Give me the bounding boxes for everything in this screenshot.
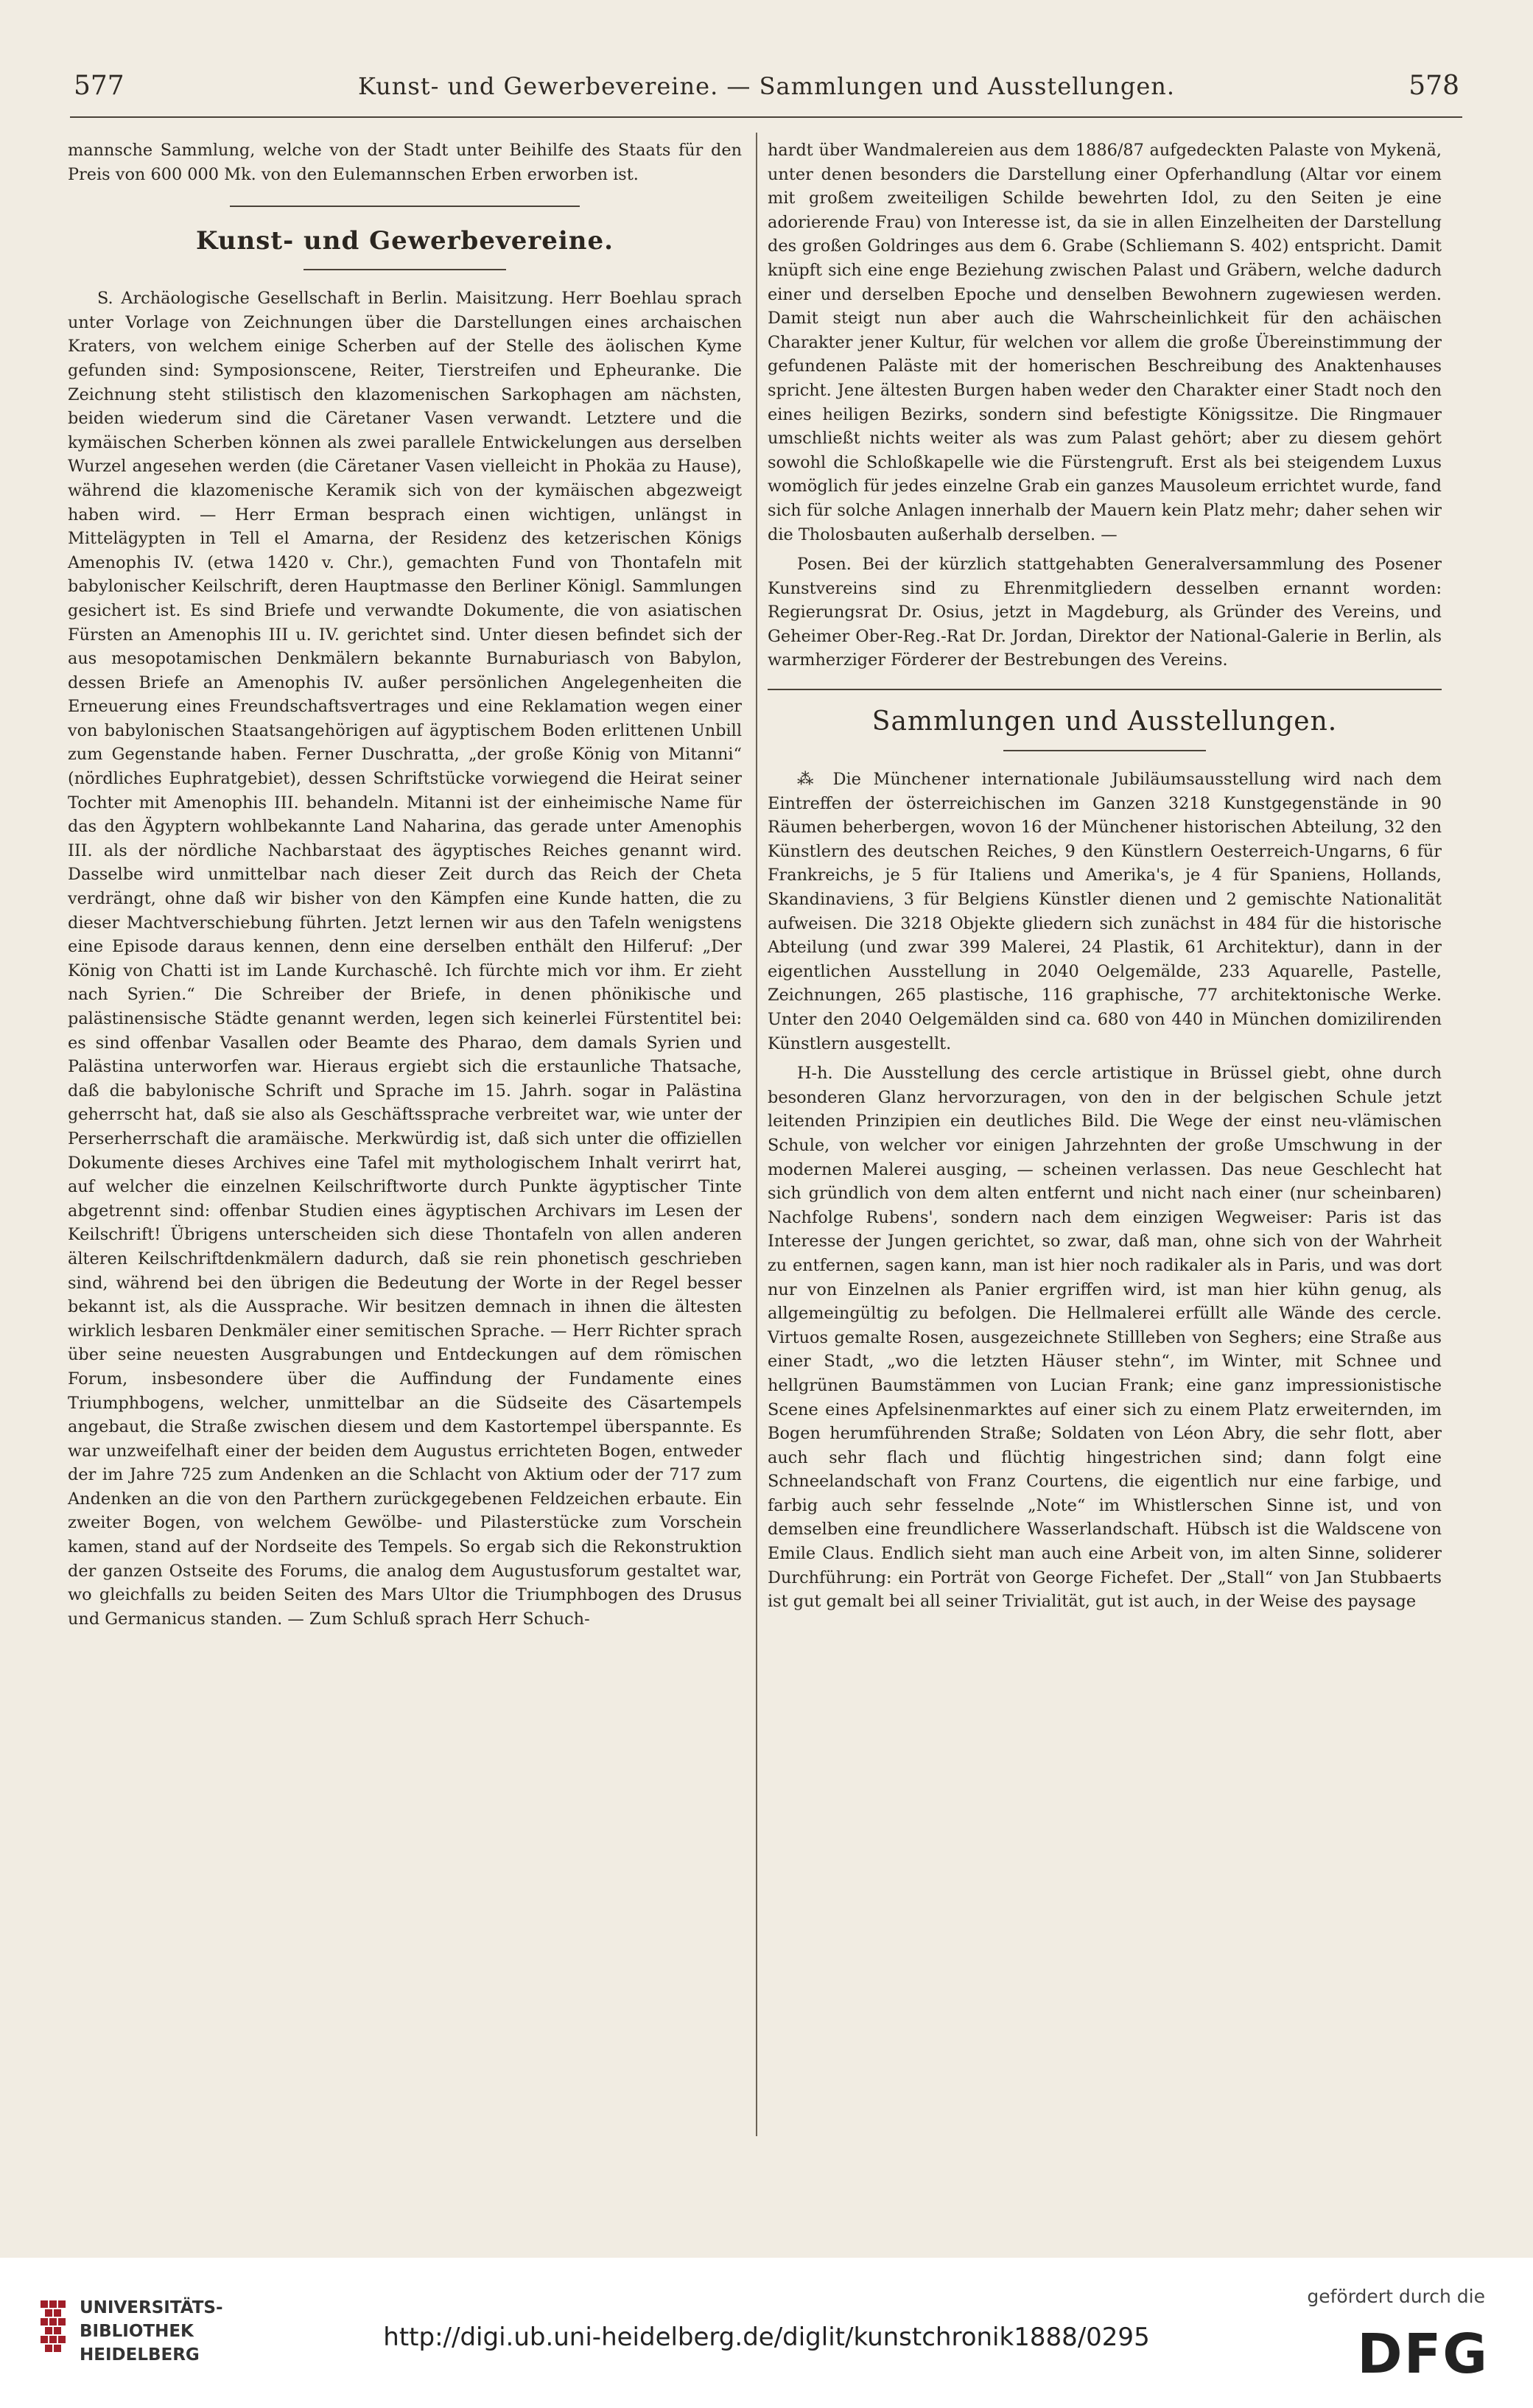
title-rule-right [1003, 750, 1206, 751]
funded-by-label: gefördert durch die [1307, 2286, 1485, 2307]
header-rule [70, 116, 1462, 118]
paragraph-archaeological-society: S. Archäologische Gesellschaft in Berlin. Maisitzung. Herr Boehlau sprach unter Vorlage von Zeichnungen über die Darstellungen eines archaischen Kraters, von welchem einige Scherben auf der Stelle des äolischen Kyme gefunden sind: Symposionscene, Reiter, Tierstreifen und Epheuranke. Die Zeichnung steht stilistisch den klazomenischen Sarkophagen am nächsten, beiden wiederum sind die Cäretaner Vasen verwandt. Letztere und die kymäischen Scherben können als zwei parallele Entwickelungen aus derselben Wurzel angesehen werden (die Cäretaner Vasen vielleicht in Phokäa zu Hause), während die klazomenische Keramik sich von der kymäischen abgezweigt haben wird. — Herr Erman besprach einen wichtigen, unlängst in Mittelägypten in Tell el Amarna, der Residenz des ketzerischen Königs Amenophis IV. (etwa 1420 v. Chr.), gemachten Fund von Thontafeln mit babylonischer Keilschrift, deren Hauptmasse den Berliner Königl. Sammlungen gesichert ist. Es sind Briefe und verwandte Dokumente, die von asiatischen Fürsten an Amenophis III u. IV. gerichtet sind. Unter diesen befindet sich der aus mesopotamischen Denkmälern bekannte Burnaburiasch von Babylon, dessen Briefe an Amenophis IV. außer persönlichen Angelegenheiten die Erneuerung eines Freundschaftsvertrages und eine Reklamation wegen einer von babylonischen Staatsangehörigen auf ägyptischem Boden erlittenen Unbill zum Gegenstande haben. Ferner Duschratta, „der große König von Mitanni“ (nördliches Euphratgebiet), dessen Schriftstücke vorwiegend die Heirat seiner Tochter mit Amenophis III. behandeln. Mitanni ist der einheimische Name für das den Ägyptern wohlbekannte Land Naharina, das gerade unter Amenophis III. als der nördliche Nachbarstaat des ägyptisches Reiches genannt wird. Dasselbe wird unmittelbar nach dieser Zeit durch das Reich der Cheta verdrängt, ohne daß wir bisher von den Kämpfen eine Kunde hatten, die zu dieser Machtverschiebung führten. Jetzt lernen wir aus den Tafeln wenigstens eine Episode daraus kennen, denn eine derselben enthält den Hilferuf: „Der König von Chatti ist im Lande Kurchaschê. Ich fürchte mich vor ihm. Er zieht nach Syrien.“ Die Schreiber der Briefe, in denen phönikische und palästinensische Städte genannt werden, legen sich keinerlei Fürstentitel bei: es sind offenbar Vasallen oder Beamte des Pharao, dem damals Syrien und Palästina unterworfen war. Hieraus ergiebt sich die erstaunliche Thatsache, daß die babylonische Schrift und Sprache im 15. Jahrh. sogar in Palästina geherrscht hat, daß sie also als Geschäftssprache verbreitet war, wie unter der Perserherrschaft die aramäische. Merkwürdig ist, daß sich unter die offiziellen Dokumente dieses Archives eine Tafel mit mythologischem Inhalt verirrt hat, auf welcher die einzelnen Keilschriftworte durch Punkte ägyptischer Tinte abgetrennt sind: offenbar Studien eines ägyptischen Archivars im Lesen der Keilschrift! Übrigens unterscheiden sich diese Thontafeln von allen anderen älteren Keilschriftdenkmälern dadurch, daß sie rein phonetisch geschrieben sind, während bei den übrigen die Bedeutung der Worte in der Regel besser bekannt ist, als die Aussprache. Wir besitzen demnach in ihnen die ältesten wirklich lesbaren Denkmäler einer semitischen Sprache. — Herr Richter sprach über seine neuesten Ausgrabungen und Entdeckungen auf dem römischen Forum, insbesondere über die Auffindung der Fundamente eines Triumphbogens, welcher, unmittelbar an die Südseite des Cäsartempels angebaut, die Straße zwischen diesem und dem Kastortempel überspannte. Es war unzweifelhaft einer der beiden dem Augustus errichteten Bogen, entweder der im Jahre 725 zum Andenken an die Schlacht von Aktium oder der 717 zum Andenken an die von den Parthern zurückgegebenen Feldzeichen erbaute. Ein zweiter Bogen, von welchem Gewölbe- und Pilasterstücke zum Vorschein kamen, stand auf der Nordseite des Tempels. So ergab sich die Rekonstruktion der ganzen Ostseite des Forums, die analog dem Augustusforum gestaltet war, wo gleichfalls zu beiden Seiten des Mars Ultor die Triumphbogen des Drusus und Germanicus standen. — Zum Schluß sprach Herr Schuch- [68, 289, 742, 1629]
page-number-right: 578 [1409, 71, 1459, 101]
paragraph-collection-end: mannsche Sammlung, welche von der Stadt unter Beihilfe des Staats für den Preis von 600 000 Mk. von den Eulemannschen Erben erworben ist. [68, 141, 742, 184]
section-rule-right [768, 689, 1442, 690]
right-column [768, 138, 1442, 1620]
title-rule [304, 269, 506, 270]
dfg-logo: DFG [1357, 2323, 1489, 2386]
paragraph-mycenae: hardt über Wandmalereien aus dem 1886/87 aufgedeckten Palaste von Mykenä, unter denen besonders die Darstellung einer Opferhandlung (Altar vor einem mit großem zweiteiligen Schilde bewehrten Idol, zu den Seiten je eine adorierende Frau) von Interesse ist, da sie in allen Einzelheiten der Darstellung des großen Goldringes aus dem 6. Grabe (Schliemann S. 402) entspricht. Damit knüpft sich eine enge Beziehung zwischen Palast und Gräbern, welche dadurch einer und derselben Epoche und denselben Bewohnern zugewiesen werden. Damit steigt nun aber auch die Wahrscheinlichkeit für den achäischen Charakter jener Kultur, für welchen vor allem die große Übereinstimmung der gefundenen Paläste mit der homerischen Beschreibung des Anaktenhauses spricht. Jene ältesten Burgen haben weder den Charakter einer Stadt noch den eines heiligen Bezirks, sondern sind befestigte Königssitze. Die Ringmauer umschließt nichts weiter als was zum Palast gehört; aber zu diesem gehört sowohl die Schloßkapelle wie die Fürstengruft. Erst als bei steigendem Luxus womöglich für jedes einzelne Grab ein ganzes Mausoleum errichtet wurde, fand sich für solche Anlagen innerhalb der Mauern kein Platz mehr; daher sehen wir die Tholosbauten außerhalb derselben. — [768, 141, 1442, 544]
paragraph-munich-exhibition: ⁂ Die Münchener internationale Jubiläumsausstellung wird nach dem Eintreffen der österreichischen im Ganzen 3218 Kunstgegenstände in 90 Räumen beherbergen, wovon 16 der Münchener historischen Abteilung, 32 den Künstlern des deutschen Reiches, 9 den Künstlern Oesterreich-Ungarns, 6 für Frankreichs, je 5 für Italiens und Amerika's, je 4 für Spaniens, Hollands, Skandinaviens, 3 für Belgiens Künstler dienen und 2 gemischte Nationalität aufweisen. Die 3218 Objekte gliedern sich zunächst in 484 für die historische Abteilung (und zwar 399 Malerei, 24 Plastik, 61 Architektur), dann in der eigentlichen Ausstellung in 2040 Oelgemälde, 233 Aquarelle, Pastelle, Zeichnungen, 265 plastische, 116 graphische, 77 architektonische Werke. Unter den 2040 Oelgemälden sind ca. 680 von 440 in München domizilirenden Künstlern ausgestellt. [768, 770, 1442, 1053]
running-title: Kunst- und Gewerbevereine. — Sammlungen und Ausstellungen. [357, 72, 1176, 100]
footer-bar [0, 2258, 1533, 2408]
paragraph-cercle-artistique: H-h. Die Ausstellung des cercle artistique in Brüssel giebt, ohne durch besonderen Glanz hervorzuragen, von den in der belgischen Schule jetzt leitenden Prinzipien ein deutliches Bild. Die Wege der einst neu-vlämischen Schule, von welcher vor einigen Jahrzehnten der große Umschwung in der modernen Malerei ausging, — scheinen verlassen. Das neue Geschlecht hat sich gründlich von dem alten entfernt und nicht nach einer (nur scheinbaren) Nachfolge Rubens', sondern nach dem einzigen Wegweiser: Paris ist das Interesse der Jungen gerichtet, so zwar, daß man, ohne sich von der Wahrheit zu entfernen, sagen kann, man ist hier noch radikaler als in Paris, und was dort nur von Einzelnen als Panier ergriffen wird, ist man hier kühn genug, als allgemeingültig zu befolgen. Die Hellmalerei erfüllt alle Wände des cercle. Virtuos gemalte Rosen, ausgezeichnete Stillleben von Seghers; eine Straße aus einer Stadt, „wo die letzten Häuser stehn“, im Winter, mit Schnee und hellgrünen Baumstämmen von Lucian Frank; eine ganz impressionistische Scene eines Apfelsinenmarktes auf einer sich zu einem Platz erweiternden, im Bogen herumführenden Straße; Soldaten von Léon Abry, die sehr flott, aber auch sehr flach und flüchtig hingestrichen sind; dann folgt eine Schneelandschaft von Franz Courtens, die eigentlich nur eine farbige, und farbig auch sehr fesselnde „Note“ im Whistlerschen Sinne ist, und von demselben eine freundlichere Wasserlandschaft. Hübsch ist die Waldscene von Emile Claus. Endlich sieht man auch eine Arbeit von, im alten Sinne, soliderer Durchführung: ein Porträt von George Fichefet. Der „Stall“ von Jan Stubbaerts ist gut gemalt bei all seiner Trivialität, gut ist auch, in der Weise des paysage [768, 1064, 1442, 1612]
institution-name: UNIVERSITÄTS- BIBLIOTHEK HEIDELBERG [80, 2298, 223, 2365]
section-title-sammlungen: Sammlungen und Ausstellungen. [871, 706, 1338, 737]
column-divider [756, 133, 757, 2136]
permalink[interactable]: http://digi.ub.uni-heidelberg.de/diglit/kunstchronik1888/0295 [383, 2323, 1150, 2352]
section-title-kunstvereine: Kunst- und Gewerbevereine. [195, 226, 614, 256]
paragraph-posen: Posen. Bei der kürzlich stattgehabten Generalversammlung des Posener Kunstvereins sind zu Ehrenmitgliedern desselben ernannt worden: Regierungsrat Dr. Osius, jetzt in Magdeburg, als Gründer des Vereins, und Geheimer Ober-Reg.-Rat Dr. Jordan, Direktor der National-Galerie in Berlin, als warmherziger Förderer der Bestrebungen des Vereins. [768, 555, 1442, 670]
running-header [0, 65, 1533, 109]
page-number-left: 577 [74, 71, 124, 101]
left-column [68, 138, 742, 1637]
section-rule [230, 206, 580, 207]
